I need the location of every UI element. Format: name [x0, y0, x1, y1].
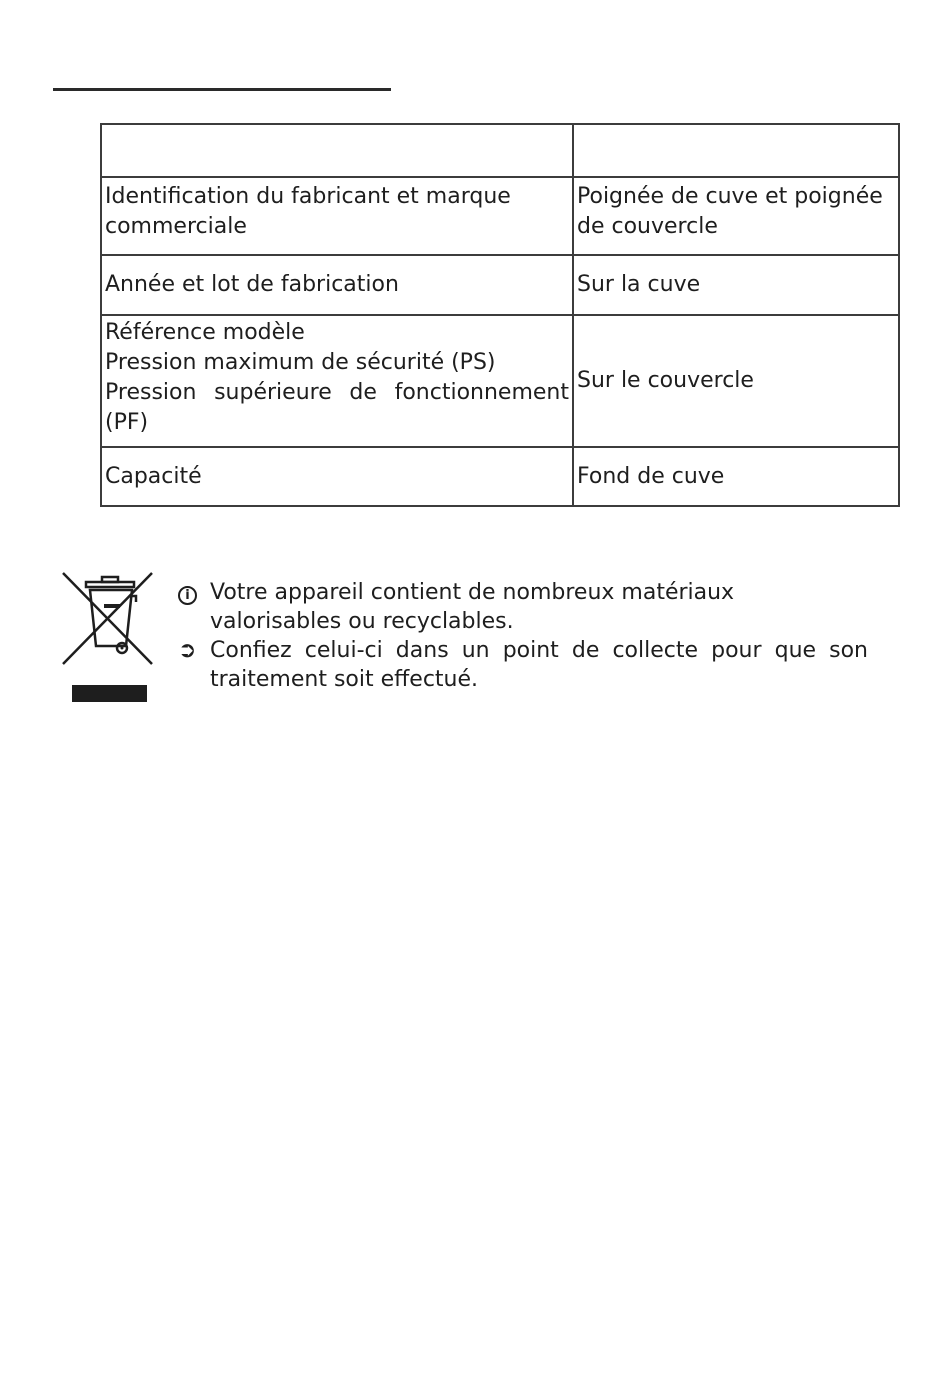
- section-title-rule: [53, 88, 391, 91]
- marking-table: [100, 123, 900, 507]
- recycling-note: [178, 578, 868, 636]
- location-cell: Poignée de cuve et poignée de couvercle: [573, 177, 899, 255]
- header-cell: [101, 124, 573, 177]
- marking-line: Référence modèle: [105, 320, 305, 345]
- recycling-section: [60, 570, 880, 710]
- crossed-out-wheelie-bin-icon: [60, 570, 155, 705]
- arrow-right-icon: ➲: [178, 638, 197, 663]
- marking-cell: Identification du fabricant et marque commerciale: [101, 177, 573, 255]
- location-cell: Sur le couvercle: [573, 315, 899, 447]
- info-icon: i: [178, 578, 204, 607]
- marking-cell: [101, 315, 573, 447]
- note-text: Votre appareil contient de nombreux matériaux valorisables ou recyclables.: [210, 580, 735, 634]
- marking-line: Pression maximum de sécurité (PS): [105, 350, 496, 375]
- marking-cell: Capacité: [101, 447, 573, 506]
- note-text-line: traitement soit effectué.: [210, 667, 479, 692]
- recycling-notes: [178, 578, 868, 694]
- note-text: [210, 636, 868, 692]
- recycling-note: [178, 636, 868, 694]
- table-header-row: [101, 124, 899, 177]
- marking-line: (PF): [105, 410, 149, 435]
- location-cell: Sur la cuve: [573, 255, 899, 315]
- location-cell: Fond de cuve: [573, 447, 899, 506]
- note-text-line: Confiez celui-ci dans un point de collecte pour que son: [210, 638, 868, 663]
- header-cell: [573, 124, 899, 177]
- table-row: [101, 447, 899, 506]
- marking-cell: Année et lot de fabrication: [101, 255, 573, 315]
- table-row: [101, 255, 899, 315]
- marking-line: Pression supérieure de fonctionnement: [105, 380, 569, 405]
- table-row: [101, 177, 899, 255]
- table-row: [101, 315, 899, 447]
